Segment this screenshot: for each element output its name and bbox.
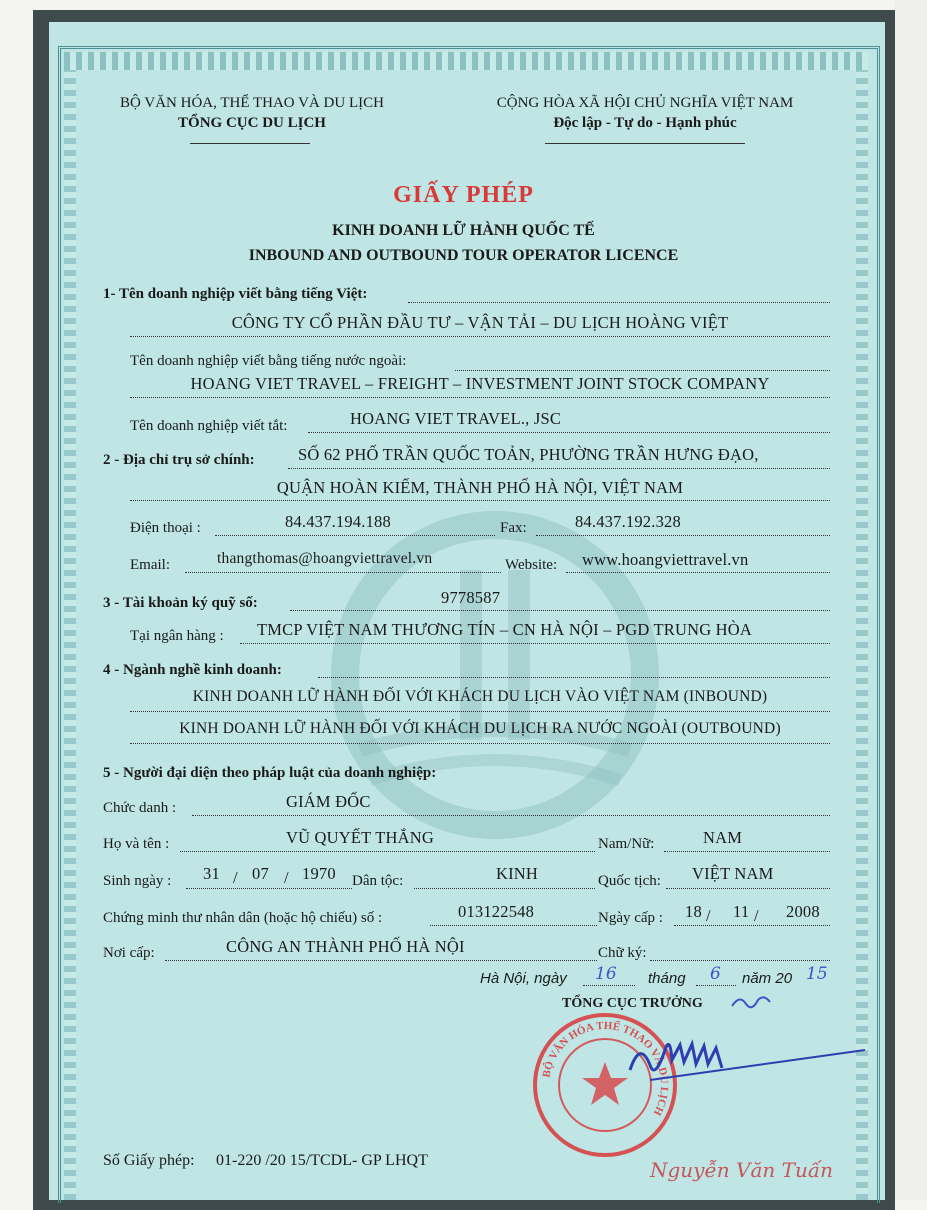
dob-month: 07 xyxy=(252,864,269,883)
footer-date-prefix: Hà Nội, ngày xyxy=(480,970,567,987)
phone-value: 84.437.194.188 xyxy=(285,512,391,531)
dotted-line xyxy=(240,643,830,644)
phone-label: Điện thoại : xyxy=(130,520,201,536)
dotted-line xyxy=(130,743,830,744)
dotted-line xyxy=(186,888,352,889)
bank-name: TMCP VIỆT NAM THƯƠNG TÍN – CN HÀ NỘI – PGD TRUNG HÒA xyxy=(257,620,752,639)
representative-name: VŨ QUYẾT THẮNG xyxy=(286,828,434,847)
director-name: Nguyễn Văn Tuấn xyxy=(650,1158,833,1182)
dotted-line xyxy=(192,815,830,816)
dotted-line xyxy=(536,535,830,536)
dotted-line xyxy=(180,851,595,852)
date-separator: / xyxy=(233,868,238,887)
section3-label: 3 - Tài khoản ký quỹ số: xyxy=(103,595,258,611)
gender-label: Nam/Nữ: xyxy=(598,836,655,852)
company-name-foreign: HOANG VIET TRAVEL – FREIGHT – INVESTMENT JOINT STOCK COMPANY xyxy=(190,374,770,393)
fax-label: Fax: xyxy=(500,520,527,536)
email-label: Email: xyxy=(130,557,170,573)
dotted-line xyxy=(130,336,830,337)
gender-value: NAM xyxy=(703,828,743,847)
date-separator: / xyxy=(706,906,711,925)
signature-label: Chữ ký: xyxy=(598,945,647,961)
issue-month: 11 xyxy=(733,902,750,921)
date-separator: / xyxy=(754,906,759,925)
ethnic-value: KINH xyxy=(496,864,539,883)
company-name-short: HOANG VIET TRAVEL., JSC xyxy=(350,409,562,428)
website-label: Website: xyxy=(505,557,558,573)
dotted-line xyxy=(650,960,830,961)
dotted-line xyxy=(664,851,830,852)
date-separator: / xyxy=(284,868,289,887)
motto: Độc lập - Tự do - Hạnh phúc xyxy=(553,115,737,131)
dotted-line xyxy=(674,925,830,926)
section2-label: 2 - Địa chỉ trụ sở chính: xyxy=(103,452,255,468)
dotted-line xyxy=(455,370,830,371)
dotted-line xyxy=(318,677,830,678)
id-label: Chứng minh thư nhân dân (hoặc hộ chiếu) số : xyxy=(103,910,383,926)
licence-number: 01-220 /20 15/TCDL- GP LHQT xyxy=(216,1152,428,1169)
dotted-line xyxy=(130,500,830,501)
footer-year-prefix: năm 20 xyxy=(742,970,793,987)
name-label: Họ và tên : xyxy=(103,836,170,852)
bank-label: Tại ngân hàng : xyxy=(130,628,224,644)
dotted-line xyxy=(408,302,830,303)
dotted-line xyxy=(130,711,830,712)
issue-year: 2008 xyxy=(786,902,820,921)
position-value: GIÁM ĐỐC xyxy=(286,792,371,811)
header-underline-left xyxy=(190,143,310,144)
footer-date-month: 6 xyxy=(710,964,721,984)
foreign-name-label: Tên doanh nghiệp viết bằng tiếng nước ngoài: xyxy=(130,353,407,369)
licence-label: Số Giấy phép: xyxy=(103,1152,195,1169)
document-title: GIẤY PHÉP xyxy=(393,182,534,208)
dotted-line xyxy=(215,535,495,536)
director-title: TỔNG CỤC TRƯỞNG xyxy=(562,996,703,1011)
footer-date-year: 15 xyxy=(806,964,828,984)
business-line-1: KINH DOANH LỮ HÀNH ĐỐI VỚI KHÁCH DU LỊCH VÀO VIỆT NAM (INBOUND) xyxy=(192,688,768,705)
ministry-name: BỘ VĂN HÓA, THỂ THAO VÀ DU LỊCH xyxy=(120,95,384,111)
section4-label: 4 - Ngành nghề kinh doanh: xyxy=(103,662,282,678)
position-label: Chức danh : xyxy=(103,800,177,816)
dotted-line xyxy=(288,468,830,469)
dotted-line xyxy=(666,888,830,889)
address-line-2: QUẬN HOÀN KIẾM, THÀNH PHỐ HÀ NỘI, VIỆT NAM xyxy=(276,478,684,497)
website-value: www.hoangviettravel.vn xyxy=(582,550,749,569)
dob-label: Sinh ngày : xyxy=(103,873,172,889)
address-line-1: SỐ 62 PHỐ TRẦN QUỐC TOẢN, PHƯỜNG TRẦN HƯNG ĐẠO, xyxy=(298,445,759,464)
business-line-2: KINH DOANH LỮ HÀNH ĐỐI VỚI KHÁCH DU LỊCH RA NƯỚC NGOÀI (OUTBOUND) xyxy=(179,720,781,737)
short-name-label: Tên doanh nghiệp viết tắt: xyxy=(130,418,288,434)
dotted-line xyxy=(430,925,597,926)
dotted-line xyxy=(290,610,830,611)
department-name: TỔNG CỤC DU LỊCH xyxy=(178,115,326,131)
fax-value: 84.437.192.328 xyxy=(575,512,681,531)
licence-type-vn: KINH DOANH LỮ HÀNH QUỐC TẾ xyxy=(332,222,595,239)
nationality-value: VIỆT NAM xyxy=(692,864,774,883)
dotted-line xyxy=(308,432,830,433)
initials-mark-icon xyxy=(728,990,774,1016)
dotted-line xyxy=(165,960,597,961)
republic-name: CỘNG HÒA XÃ HỘI CHỦ NGHĨA VIỆT NAM xyxy=(496,95,794,111)
scan-edge xyxy=(895,0,927,1200)
footer-date-day: 16 xyxy=(595,964,617,984)
id-number: 013122548 xyxy=(458,902,535,921)
issue-date-label: Ngày cấp : xyxy=(598,910,663,926)
dotted-line xyxy=(185,572,501,573)
signature-scribble-icon xyxy=(610,1020,870,1110)
dotted-line xyxy=(583,985,635,986)
stamp-text: BỘ VĂN HÓA THỂ THAO VÀ DU LỊCH xyxy=(540,1019,671,1118)
dotted-line xyxy=(414,888,595,889)
section5-label: 5 - Người đại diện theo pháp luật của doanh nghiệp: xyxy=(103,765,437,781)
dob-day: 31 xyxy=(203,864,220,883)
account-number: 9778587 xyxy=(441,588,501,607)
place-label: Nơi cấp: xyxy=(103,945,155,961)
section1-label: 1- Tên doanh nghiệp viết bằng tiếng Việt: xyxy=(103,286,368,302)
licence-type-en: INBOUND AND OUTBOUND TOUR OPERATOR LICENCE xyxy=(248,247,679,264)
email-value: thangthomas@hoangviettravel.vn xyxy=(217,550,433,567)
dotted-line xyxy=(566,572,830,573)
header-underline-right xyxy=(545,143,745,144)
nationality-label: Quốc tịch: xyxy=(598,873,661,889)
ethnic-label: Dân tộc: xyxy=(352,873,404,889)
company-name-vn: CÔNG TY CỔ PHẦN ĐẦU TƯ – VẬN TẢI – DU LỊCH HOÀNG VIỆT xyxy=(231,313,729,332)
footer-month-word: tháng xyxy=(648,970,686,987)
dotted-line xyxy=(696,985,736,986)
issue-place: CÔNG AN THÀNH PHỐ HÀ NỘI xyxy=(226,937,465,956)
dotted-line xyxy=(130,397,830,398)
dob-year: 1970 xyxy=(302,864,336,883)
issue-day: 18 xyxy=(685,902,702,921)
